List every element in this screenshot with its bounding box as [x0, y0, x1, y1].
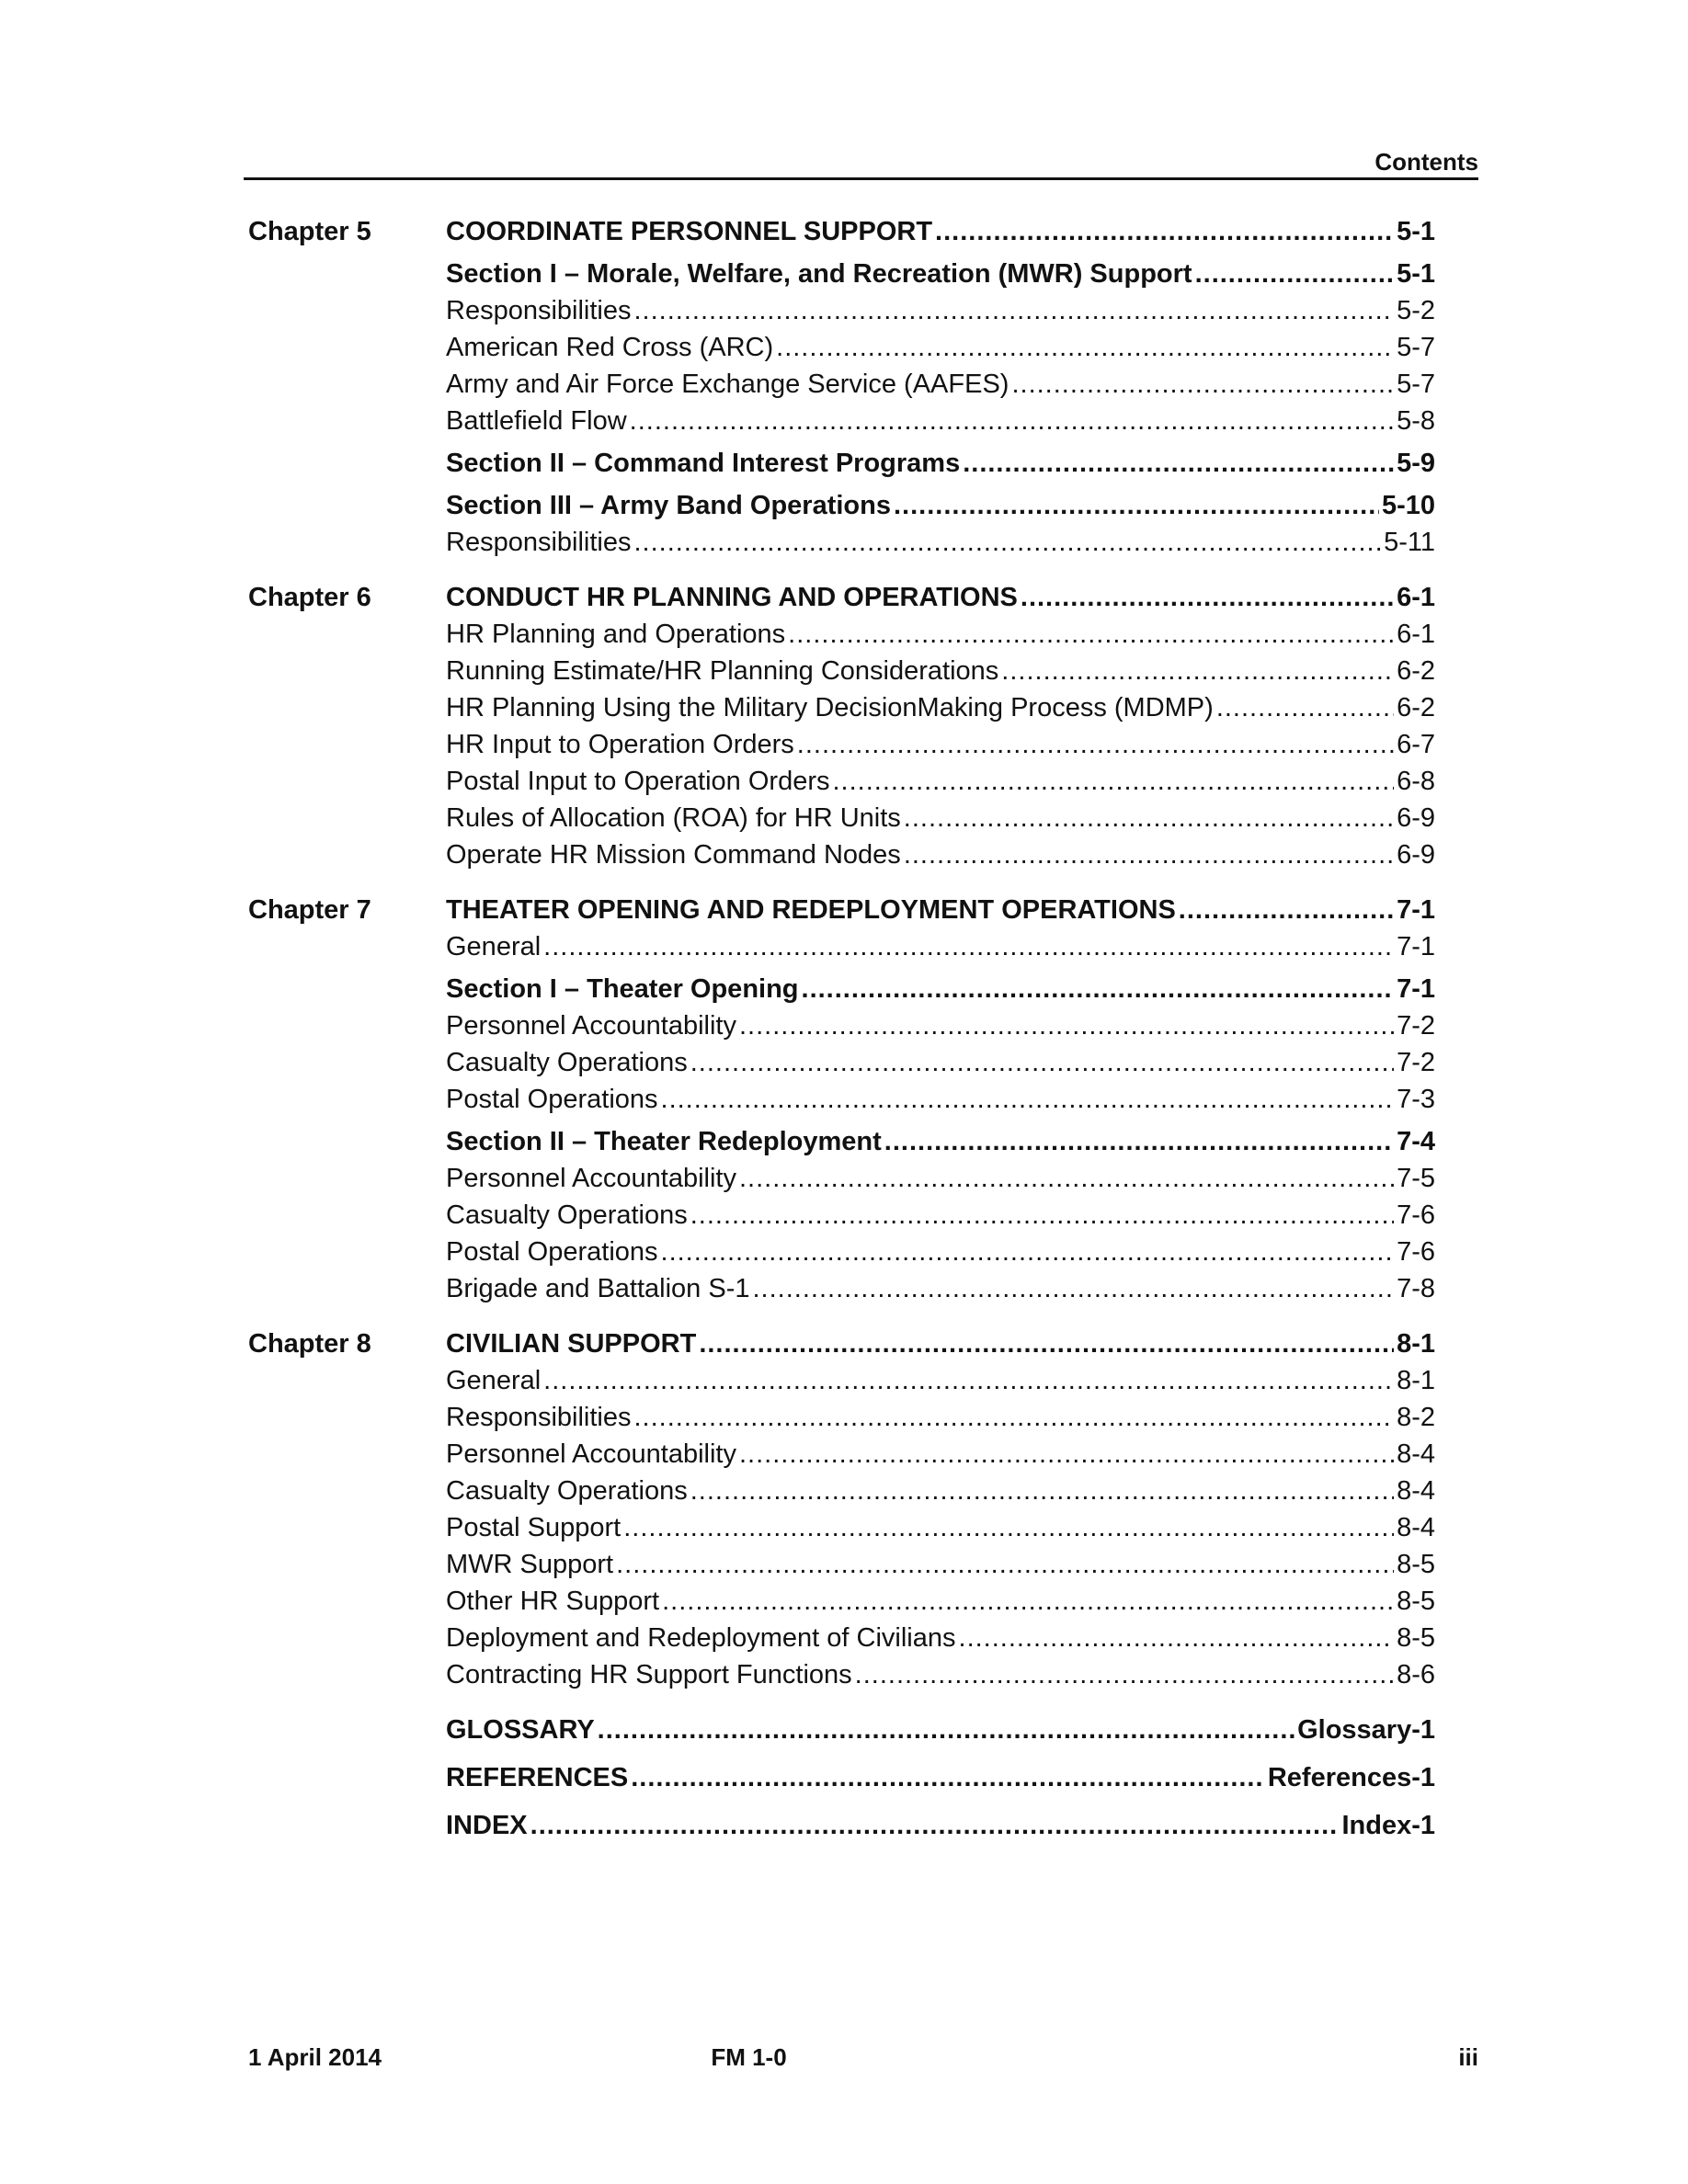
toc-entry[interactable]: [446, 1044, 1435, 1081]
toc-entry-title: Casualty Operations: [446, 1200, 688, 1230]
toc-entry[interactable]: [446, 1620, 1435, 1656]
toc-entry-page: 5-1: [1397, 217, 1435, 246]
toc-entry[interactable]: [446, 1197, 1435, 1234]
chapter-list: [244, 213, 1478, 1693]
dot-leader: [631, 1759, 1265, 1796]
toc-entry[interactable]: [446, 445, 1435, 482]
dot-leader: [797, 726, 1394, 763]
toc-entry-page: Index-1: [1341, 1811, 1435, 1840]
dot-leader: [753, 1270, 1395, 1307]
toc-entry-page: 5-7: [1397, 370, 1435, 399]
toc-entry[interactable]: [446, 616, 1435, 653]
toc-entry-page: 8-4: [1397, 1476, 1435, 1506]
toc-entry-title: General: [446, 932, 542, 961]
toc-entry-title: HR Planning Using the Military DecisionMaking Process (MDMP): [446, 693, 1214, 722]
toc-entry[interactable]: [446, 1399, 1435, 1436]
dot-leader: [802, 971, 1395, 1007]
back-matter-list: [446, 1712, 1435, 1844]
toc-entry[interactable]: [446, 524, 1435, 561]
toc-entry-page: 6-9: [1397, 803, 1435, 833]
toc-entry-page: 7-6: [1397, 1200, 1435, 1230]
toc-entry-page: 6-1: [1397, 583, 1435, 612]
toc-entry-title: Contracting HR Support Functions: [446, 1660, 852, 1689]
toc-entry[interactable]: [446, 726, 1435, 763]
toc-entry-page: 8-4: [1397, 1513, 1435, 1542]
dot-leader: [1179, 892, 1394, 928]
chapter-label: Chapter 8: [248, 1329, 371, 1359]
toc-entry[interactable]: [446, 366, 1435, 403]
toc-entry[interactable]: [446, 1123, 1435, 1160]
toc-entry[interactable]: [446, 689, 1435, 726]
dot-leader: [634, 1399, 1395, 1436]
toc-entry-page: 6-2: [1397, 656, 1435, 686]
chapter-label: Chapter 7: [248, 895, 371, 925]
chapter-block: [244, 1325, 1478, 1693]
dot-leader: [634, 292, 1395, 329]
dot-leader: [543, 928, 1394, 965]
toc-entry-title: Postal Operations: [446, 1085, 658, 1114]
toc-entry-title: COORDINATE PERSONNEL SUPPORT: [446, 217, 933, 246]
toc-entry-title: Running Estimate/HR Planning Considerations: [446, 656, 999, 686]
toc-entry-title: Postal Input to Operation Orders: [446, 767, 830, 796]
back-matter-entry[interactable]: [446, 1759, 1435, 1796]
toc-entry-title: Postal Operations: [446, 1237, 658, 1267]
toc-entry-page: 6-2: [1397, 693, 1435, 722]
chapter-label: Chapter 6: [248, 583, 371, 612]
dot-leader: [935, 213, 1394, 250]
dot-leader: [661, 1234, 1395, 1270]
dot-leader: [739, 1160, 1394, 1197]
toc-entry-page: 6-8: [1397, 767, 1435, 796]
toc-entry-title: American Red Cross (ARC): [446, 333, 774, 362]
toc-entry-page: 8-2: [1397, 1403, 1435, 1432]
dot-leader: [690, 1197, 1394, 1234]
toc-entry-page: 7-2: [1397, 1048, 1435, 1077]
toc-entry-page: 6-7: [1397, 730, 1435, 759]
dot-leader: [616, 1546, 1394, 1583]
toc-entry-page: 5-10: [1381, 491, 1435, 520]
toc-entry-title: REFERENCES: [446, 1763, 629, 1792]
toc-entry-page: 8-5: [1397, 1587, 1435, 1616]
toc-entry-page: 7-1: [1397, 974, 1435, 1004]
toc-entry-title: Responsibilities: [446, 296, 632, 325]
dot-leader: [963, 445, 1394, 482]
toc-entry-title: Section I – Theater Opening: [446, 974, 799, 1004]
footer-document-id: FM 1-0: [711, 2043, 787, 2071]
toc-entry[interactable]: [446, 763, 1435, 800]
toc-entry-title: Section II – Theater Redeployment: [446, 1127, 882, 1156]
dot-leader: [690, 1044, 1394, 1081]
toc-entry-page: 5-11: [1384, 528, 1435, 557]
toc-entry-title: Battlefield Flow: [446, 406, 627, 436]
running-header-title: Contents: [1374, 148, 1478, 176]
toc-entry-title: Personnel Accountability: [446, 1439, 736, 1469]
toc-entry[interactable]: [446, 1546, 1435, 1583]
toc-entry-title: Operate HR Mission Command Nodes: [446, 840, 901, 870]
toc-entry-page: Glossary-1: [1297, 1715, 1435, 1745]
toc-entry-title: Section III – Army Band Operations: [446, 491, 891, 520]
chapter-block: [244, 579, 1478, 873]
toc-entry-title: Brigade and Battalion S-1: [446, 1274, 750, 1303]
back-matter-entry[interactable]: [446, 1712, 1435, 1748]
toc-entry-title: GLOSSARY: [446, 1715, 595, 1745]
toc-entry-title: HR Input to Operation Orders: [446, 730, 794, 759]
dot-leader: [630, 403, 1394, 439]
chapter-block: [244, 213, 1478, 561]
dot-leader: [634, 524, 1382, 561]
toc-entry-title: Army and Air Force Exchange Service (AAFES): [446, 370, 1009, 399]
toc-entry[interactable]: [446, 1270, 1435, 1307]
toc-entry[interactable]: [446, 892, 1435, 928]
toc-entry-page: 7-2: [1397, 1011, 1435, 1041]
toc-entry-title: Section I – Morale, Welfare, and Recreation (MWR) Support: [446, 259, 1192, 289]
toc-entry[interactable]: [446, 329, 1435, 366]
back-matter-entry[interactable]: [446, 1807, 1435, 1844]
toc-entry-page: 7-3: [1397, 1085, 1435, 1114]
dot-leader: [776, 329, 1394, 366]
toc-entry-title: HR Planning and Operations: [446, 620, 786, 649]
toc-entry-title: Responsibilities: [446, 1403, 632, 1432]
toc-entry-page: 5-9: [1397, 449, 1435, 478]
dot-leader: [1011, 366, 1394, 403]
toc-entry-page: 8-1: [1397, 1366, 1435, 1395]
toc-entry[interactable]: [446, 1234, 1435, 1270]
toc-entry-title: Rules of Allocation (ROA) for HR Units: [446, 803, 901, 833]
header-rule: [244, 177, 1478, 180]
toc-entry-title: Casualty Operations: [446, 1476, 688, 1506]
toc-entry-page: 6-9: [1397, 840, 1435, 870]
dot-leader: [661, 1081, 1395, 1118]
toc-entry[interactable]: [446, 1362, 1435, 1399]
toc-entry-title: Deployment and Redeployment of Civilians: [446, 1623, 956, 1653]
toc-entry[interactable]: [446, 1656, 1435, 1693]
toc-entry-title: THEATER OPENING AND REDEPLOYMENT OPERATIONS: [446, 895, 1176, 925]
toc-entry[interactable]: [446, 653, 1435, 689]
toc-entry-title: Personnel Accountability: [446, 1164, 736, 1193]
toc-entry-title: MWR Support: [446, 1550, 614, 1579]
dot-leader: [884, 1123, 1394, 1160]
dot-leader: [543, 1362, 1394, 1399]
toc-entry-page: 6-1: [1397, 620, 1435, 649]
dot-leader: [788, 616, 1394, 653]
dot-leader: [623, 1509, 1394, 1546]
toc-entry[interactable]: [446, 256, 1435, 292]
toc-entry-page: 5-7: [1397, 333, 1435, 362]
toc-entry-title: INDEX: [446, 1811, 528, 1840]
toc-entry[interactable]: [446, 487, 1435, 524]
footer-page-number: iii: [1458, 2043, 1478, 2071]
toc-entry[interactable]: [446, 1509, 1435, 1546]
toc-entry-page: 7-1: [1397, 895, 1435, 925]
chapter-label: Chapter 5: [248, 217, 371, 246]
toc-entry[interactable]: [446, 1436, 1435, 1473]
toc-entry-page: 8-6: [1397, 1660, 1435, 1689]
dot-leader: [739, 1007, 1394, 1044]
toc-entry-title: Postal Support: [446, 1513, 622, 1542]
toc-entry-page: References-1: [1267, 1763, 1435, 1792]
toc-entry-title: Section II – Command Interest Programs: [446, 449, 961, 478]
toc-entry[interactable]: [446, 836, 1435, 873]
toc-entry[interactable]: [446, 1160, 1435, 1197]
toc-entry-page: 7-4: [1397, 1127, 1435, 1156]
toc-entry-page: 8-5: [1397, 1550, 1435, 1579]
toc-entry[interactable]: [446, 1007, 1435, 1044]
toc-entry-title: CONDUCT HR PLANNING AND OPERATIONS: [446, 583, 1018, 612]
dot-leader: [1216, 689, 1394, 726]
chapter-entries: [446, 213, 1435, 561]
dot-leader: [1195, 256, 1395, 292]
toc-entry[interactable]: [446, 1583, 1435, 1620]
toc-entry[interactable]: [446, 1081, 1435, 1118]
toc-entry-page: 8-5: [1397, 1623, 1435, 1653]
toc-entry[interactable]: [446, 1473, 1435, 1509]
dot-leader: [894, 487, 1379, 524]
toc-entry[interactable]: [446, 292, 1435, 329]
dot-leader: [904, 800, 1394, 836]
toc-entry-page: 8-4: [1397, 1439, 1435, 1469]
toc-entry[interactable]: [446, 579, 1435, 616]
toc-entry-title: Personnel Accountability: [446, 1011, 736, 1041]
toc-entry[interactable]: [446, 971, 1435, 1007]
chapter-entries: [446, 892, 1435, 1307]
toc-entry-page: 8-1: [1397, 1329, 1435, 1359]
toc-entry[interactable]: [446, 1325, 1435, 1362]
toc-entry-page: 5-8: [1397, 406, 1435, 436]
toc-entry[interactable]: [446, 928, 1435, 965]
dot-leader: [739, 1436, 1394, 1473]
dot-leader: [598, 1712, 1295, 1748]
dot-leader: [662, 1583, 1394, 1620]
toc-entry-page: 7-6: [1397, 1237, 1435, 1267]
chapter-block: [244, 892, 1478, 1307]
toc-entry-page: 5-1: [1397, 259, 1435, 289]
toc-entry-page: 5-2: [1397, 296, 1435, 325]
toc-entry-title: Responsibilities: [446, 528, 632, 557]
chapter-entries: [446, 579, 1435, 873]
toc-entry[interactable]: [446, 213, 1435, 250]
toc-entry-page: 7-5: [1397, 1164, 1435, 1193]
dot-leader: [855, 1656, 1394, 1693]
toc-entry-page: 7-1: [1397, 932, 1435, 961]
dot-leader: [959, 1620, 1395, 1656]
toc-entry-page: 7-8: [1397, 1274, 1435, 1303]
footer-date: 1 April 2014: [248, 2043, 382, 2071]
dot-leader: [690, 1473, 1394, 1509]
toc-entry-title: CIVILIAN SUPPORT: [446, 1329, 697, 1359]
toc-entry[interactable]: [446, 800, 1435, 836]
dot-leader: [699, 1325, 1394, 1362]
toc-entry-title: Casualty Operations: [446, 1048, 688, 1077]
dot-leader: [904, 836, 1394, 873]
dot-leader: [1001, 653, 1394, 689]
toc-entry[interactable]: [446, 403, 1435, 439]
toc-entry-title: General: [446, 1366, 542, 1395]
dot-leader: [833, 763, 1395, 800]
chapter-entries: [446, 1325, 1435, 1693]
dot-leader: [1021, 579, 1394, 616]
dot-leader: [530, 1807, 1340, 1844]
toc-entry-title: Other HR Support: [446, 1587, 660, 1616]
table-of-contents: [244, 213, 1478, 1855]
